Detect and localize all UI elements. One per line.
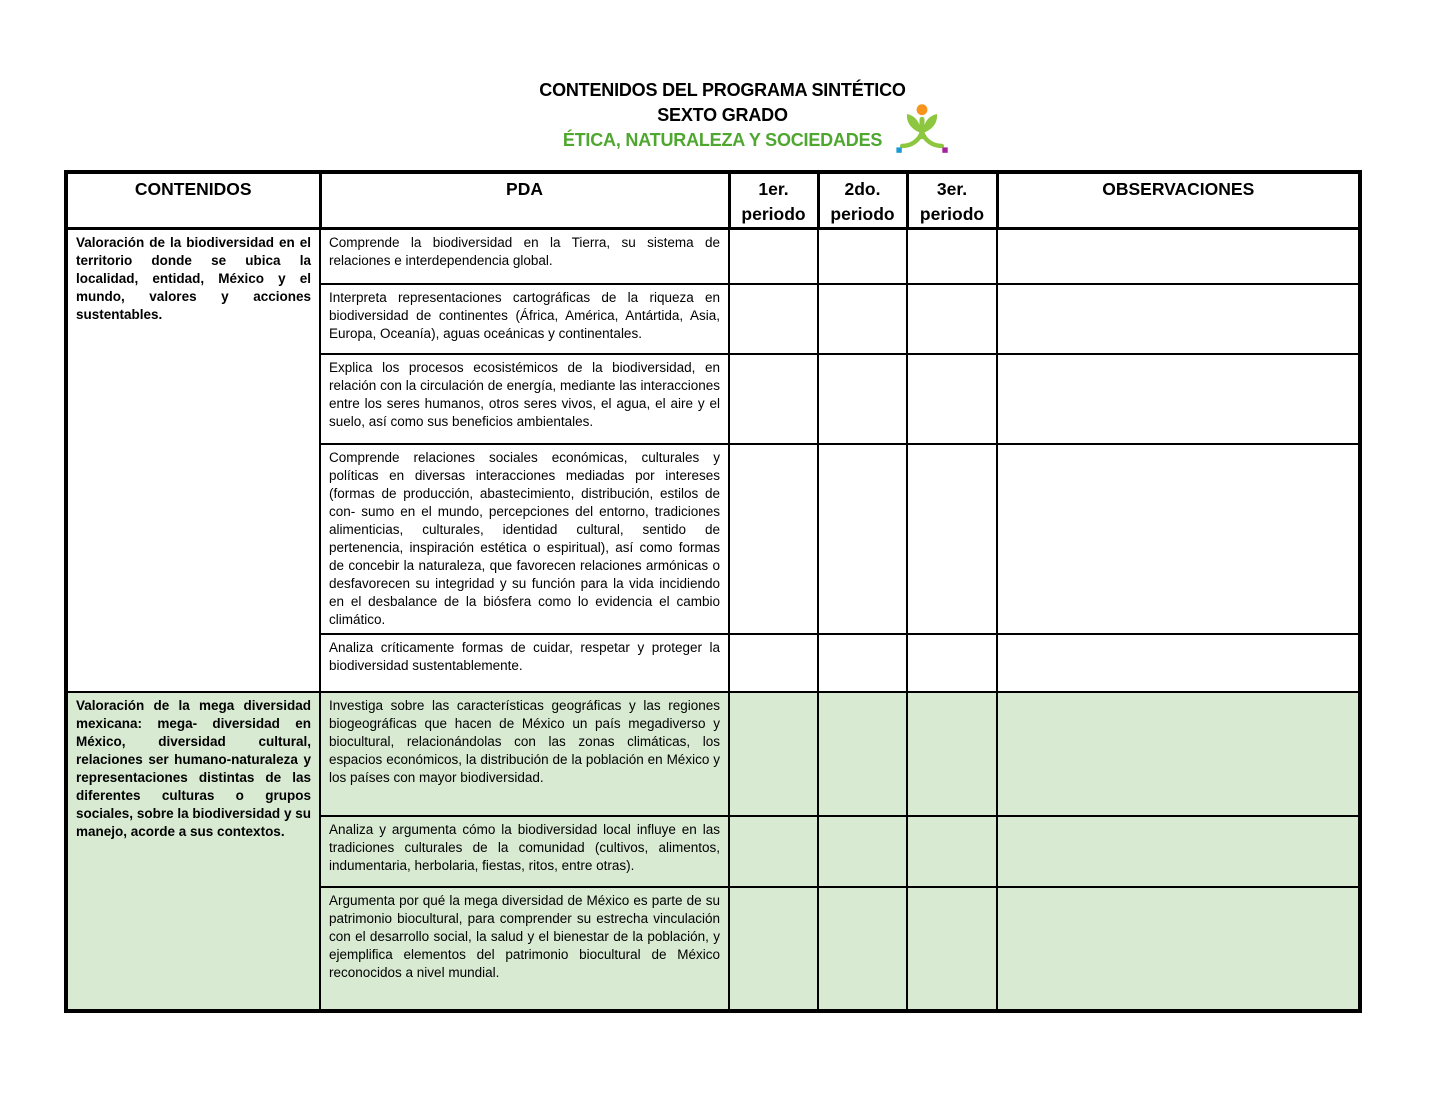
contenido-cell-2: Valoración de la mega diversidad mexicana: mega- diversidad en México, diversidad cultural, relaciones ser humano-naturaleza y representaciones distintas de las diferentes culturas o grupos sociales, sobre la biodiversidad y su manejo, acorde a sus contextos. — [66, 692, 320, 1011]
observaciones-cell — [997, 229, 1360, 284]
period2-cell — [818, 354, 907, 444]
period3-cell — [907, 634, 997, 692]
period1-cell — [729, 816, 818, 887]
plant-person-logo-icon — [893, 102, 951, 158]
period2-cell — [818, 229, 907, 284]
period1-cell — [729, 284, 818, 354]
column-header-period-1: 1er. periodo — [729, 172, 818, 229]
period2-cell — [818, 444, 907, 634]
period2-cell — [818, 634, 907, 692]
observaciones-cell — [997, 816, 1360, 887]
period3-cell — [907, 444, 997, 634]
observaciones-cell — [997, 284, 1360, 354]
table-row — [66, 229, 1360, 284]
observaciones-cell — [997, 887, 1360, 1011]
period1-cell — [729, 887, 818, 1011]
period3-cell — [907, 284, 997, 354]
period1-cell — [729, 692, 818, 816]
pda-cell: Analiza y argumenta cómo la biodiversidad local influye en las tradiciones culturales de la comunidad (cultivos, alimentos, indumentaria, herbolaria, fiestas, ritos, entre otras). — [320, 816, 729, 887]
pda-cell: Interpreta representaciones cartográficas de la riqueza en biodiversidad de continentes (África, América, Antártida, Asia, Europa, Oceanía), aguas oceánicas y continentales. — [320, 284, 729, 354]
period2-cell — [818, 887, 907, 1011]
period1-cell — [729, 229, 818, 284]
pda-cell: Argumenta por qué la mega diversidad de México es parte de su patrimonio biocultural, para comprender su estrecha vinculación con el desarrollo social, la salud y el bienestar de la población, y ejemplifica elementos del patrimonio biocultural de México reconocidos a nivel mundial. — [320, 887, 729, 1011]
period3-cell — [907, 887, 997, 1011]
period1-cell — [729, 444, 818, 634]
title-line-2: SEXTO GRADO — [657, 105, 788, 125]
title-line-1: CONTENIDOS DEL PROGRAMA SINTÉTICO — [539, 80, 906, 100]
period2-cell — [818, 284, 907, 354]
observaciones-cell — [997, 634, 1360, 692]
observaciones-cell — [997, 444, 1360, 634]
period3-cell — [907, 816, 997, 887]
column-header-period-3: 3er. periodo — [907, 172, 997, 229]
document-title-block — [0, 78, 1445, 153]
period3-cell — [907, 354, 997, 444]
period2-cell — [818, 816, 907, 887]
column-header-period-2: 2do. periodo — [818, 172, 907, 229]
contenido-cell-1: Valoración de la biodiversidad en el territorio donde se ubica la localidad, entidad, México y el mundo, valores y acciones sustentables. — [66, 229, 320, 692]
observaciones-cell — [997, 692, 1360, 816]
period1-cell — [729, 634, 818, 692]
pda-cell: Investiga sobre las características geográficas y las regiones biogeográficas que hacen de México un país megadiverso y biocultural, relacionándolas con las zonas climáticas, los espacios económicos, la distribución de la población en México y los países con mayor biodiversidad. — [320, 692, 729, 816]
period3-cell — [907, 692, 997, 816]
pda-cell: Analiza críticamente formas de cuidar, respetar y proteger la biodiversidad sustentablemente. — [320, 634, 729, 692]
program-contents-table — [64, 170, 1362, 1013]
column-header-pda: PDA — [320, 172, 729, 229]
period2-cell — [818, 692, 907, 816]
column-header-contenidos: CONTENIDOS — [66, 172, 320, 229]
column-header-observaciones: OBSERVACIONES — [997, 172, 1360, 229]
pda-cell: Comprende la biodiversidad en la Tierra, su sistema de relaciones e interdependencia global. — [320, 229, 729, 284]
subject-title: ÉTICA, NATURALEZA Y SOCIEDADES — [562, 130, 883, 150]
period3-cell — [907, 229, 997, 284]
observaciones-cell — [997, 354, 1360, 444]
pda-cell: Comprende relaciones sociales económicas, culturales y políticas en diversas interacciones mediadas por intereses (formas de producción, abastecimiento, distribución, estilos de con- sumo en el mundo, percepciones del entorno, tradiciones alimenticias, culturales, identidad cultural, sentido de pertenencia, inspiración estética o espiritual), así como formas de concebir la naturaleza, que favorecen relaciones armónicas o desfavorecen su integridad y su función para la vida incidiendo en el desbalance de la biósfera como lo evidencia el cambio climático. — [320, 444, 729, 634]
period1-cell — [729, 354, 818, 444]
table-row — [66, 692, 1360, 816]
pda-cell: Explica los procesos ecosistémicos de la biodiversidad, en relación con la circulación de energía, mediante las interacciones entre los seres humanos, otros seres vivos, el agua, el aire y el suelo, así como sus beneficios ambientales. — [320, 354, 729, 444]
